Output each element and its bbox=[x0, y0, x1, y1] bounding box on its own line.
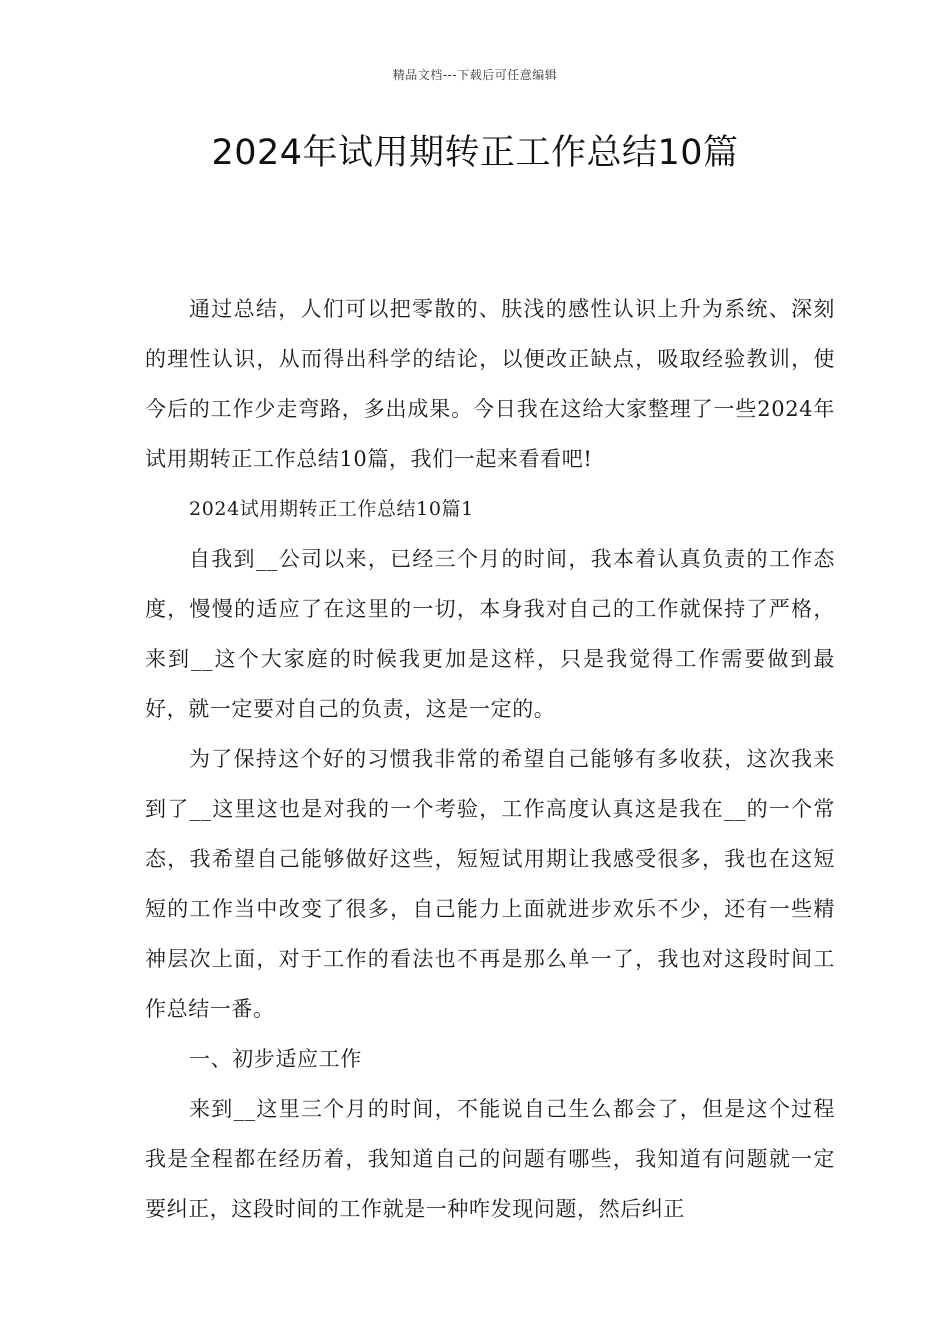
page-header: 精品文档---下载后可任意编辑 bbox=[392, 68, 558, 82]
document-title: 2024年试用期转正工作总结10篇 bbox=[211, 133, 739, 173]
document-body bbox=[145, 284, 835, 1234]
body-paragraph: 为了保持这个好的习惯我非常的希望自己能够有多收获，这次我来到了__这里这也是对我的一个考验，工作高度认真这是我在__的一个常态，我希望自己能够做好这些，短短试用期让我感受很多，我也在这短短的工作当中改变了很多，自己能力上面就进步欢乐不少，还有一些精神层次上面，对于工作的看法也不再是那么单一了，我也对这段时间工作总结一番。 bbox=[145, 747, 835, 1021]
body-paragraph: 自我到__公司以来，已经三个月的时间，我本着认真负责的工作态度，慢慢的适应了在这里的一切，本身我对自己的工作就保持了严格，来到__这个大家庭的时候我更加是这样，只是我觉得工作需要做到最好，就一定要对自己的负责，这是一定的。 bbox=[145, 547, 835, 721]
body-paragraph: 来到__这里三个月的时间，不能说自己生么都会了，但是这个过程我是全程都在经历着，我知道自己的问题有哪些，我知道有问题就一定要纠正，这段时间的工作就是一种咋发现问题，然后纠正 bbox=[145, 1097, 835, 1221]
subsection-heading: 一、初步适应工作 bbox=[189, 1047, 362, 1071]
section-heading: 2024试用期转正工作总结10篇1 bbox=[189, 498, 474, 520]
intro-paragraph: 通过总结，人们可以把零散的、肤浅的感性认识上升为系统、深刻的理性认识，从而得出科学的结论，以便改正缺点，吸取经验教训，使今后的工作少走弯路，多出成果。今日我在这给大家整理了一些2024年试用期转正工作总结10篇，我们一起来看看吧! bbox=[145, 297, 835, 471]
